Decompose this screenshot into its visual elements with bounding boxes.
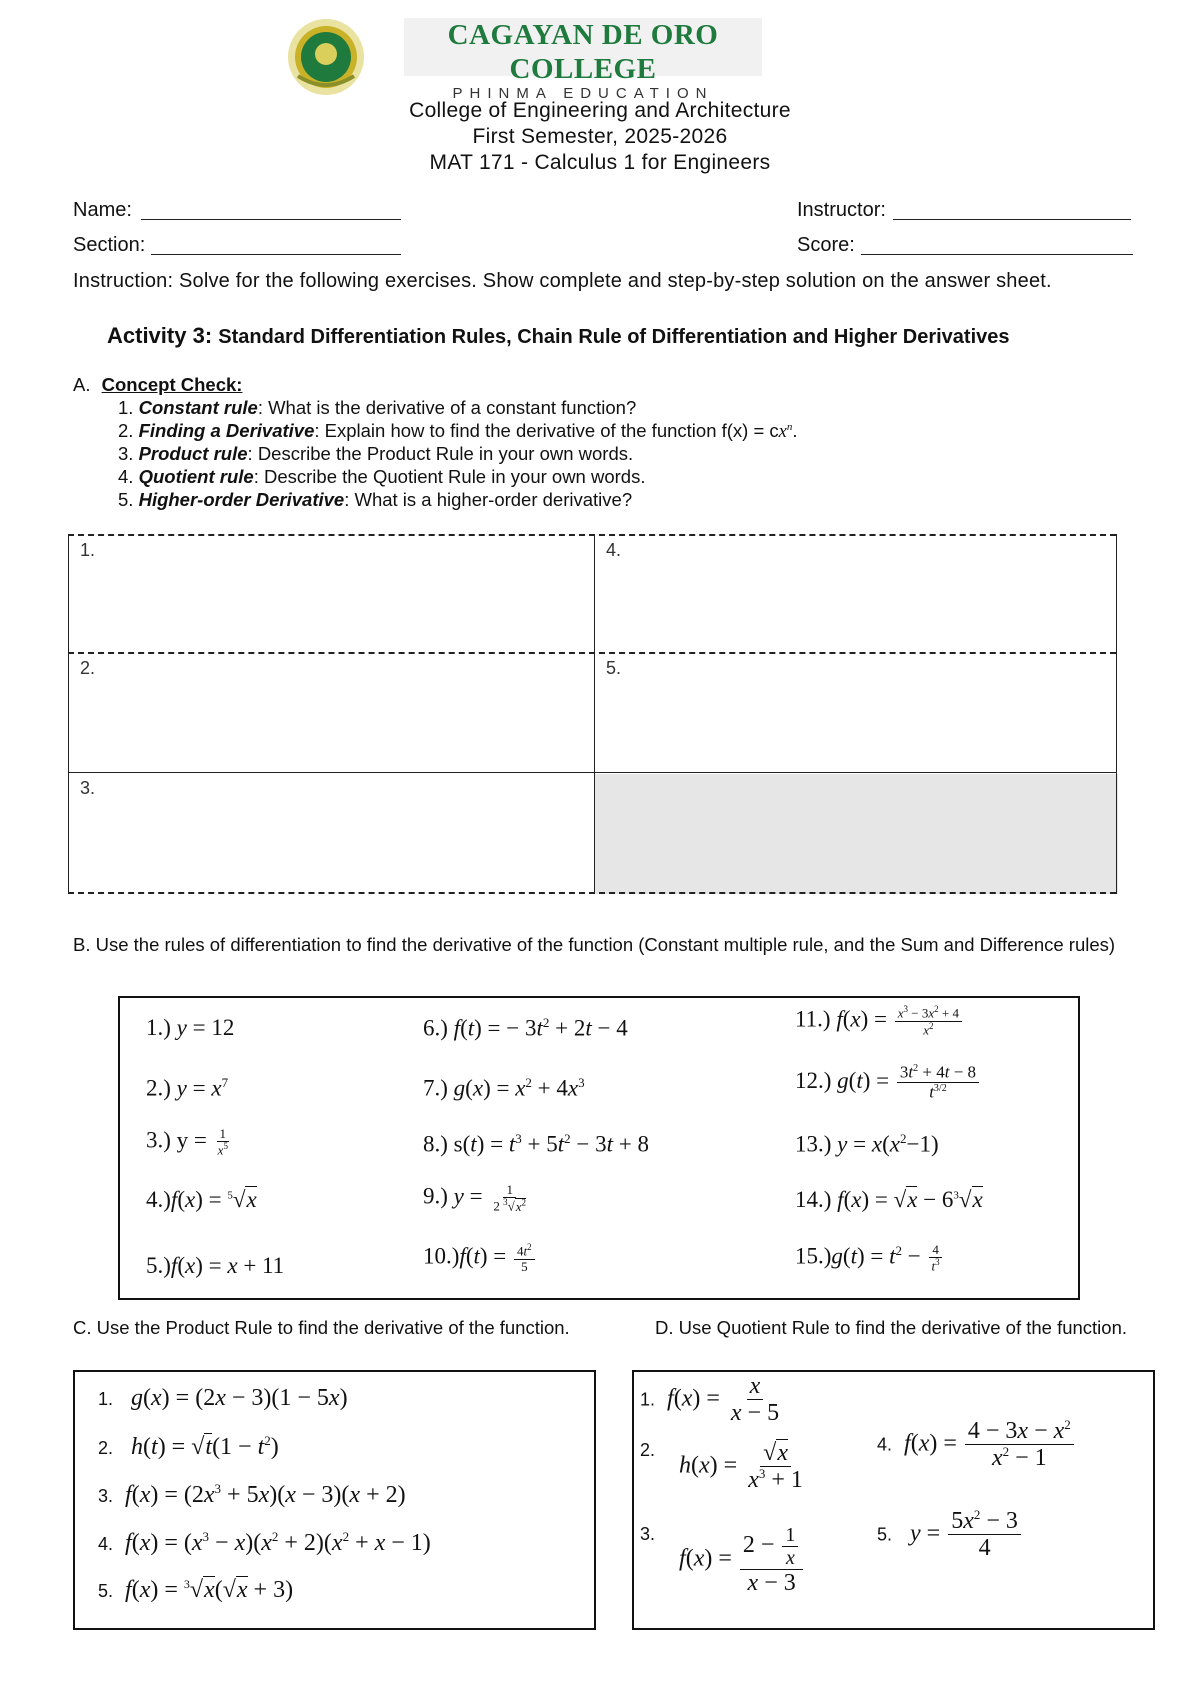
d-problem-5: 5. y = $\frac{5x^2 - 3}{4}$	[877, 1508, 1023, 1562]
c-problem-2: 2. $h(t) = √t(1 - t^2)$	[98, 1433, 279, 1460]
question-2: 2. Finding a Derivative: Explain how to find the derivative of the function $f(x) = cx^n$.	[118, 420, 798, 442]
b-label: 5.)	[146, 1253, 171, 1278]
college-name: College of Engineering and Architecture	[409, 99, 791, 122]
score-field[interactable]	[861, 254, 1133, 255]
c-label: 3.	[98, 1486, 114, 1506]
part-b-instruction: B. Use the rules of differentiation to find the derivative of the function (Constant multiple rule, and the Sum and Difference rules)	[73, 934, 1116, 955]
b-problem-10: 10.)f(t) = $\frac{4t^2}{5}$	[423, 1243, 537, 1274]
b-problem-4: 4.)f(x) = $^5$√x	[146, 1187, 257, 1212]
b-label: 13.)	[795, 1131, 832, 1157]
course-title: MAT 171 - Calculus 1 for Engineers	[429, 151, 771, 174]
school-logo	[404, 18, 762, 102]
question-5	[118, 489, 632, 511]
b-label: 2.)	[146, 1075, 171, 1101]
b-problem-5: 5.)f(x) = x + 11	[146, 1253, 285, 1278]
c-label: 1.	[98, 1389, 114, 1409]
d-label: 2.	[640, 1440, 656, 1460]
q-num: 4.	[118, 466, 134, 487]
grid-top-border	[68, 534, 1116, 536]
c-problem-4: 4. $f(x) = (x^3 - x)(x^2 + 2)(x^2 + x - 1)$	[98, 1529, 431, 1556]
activity-heading	[107, 323, 1010, 349]
b-problem-7: 7.) $g(x) = x^2 + 4x^3$	[423, 1075, 585, 1101]
b-label: 8.)	[423, 1131, 448, 1157]
d-problem-3: $^{3.}$ f(x) = 2 − $\frac{1}{x}$ x − 3	[640, 1524, 805, 1596]
q-text: : Explain how to find the derivative of the function f(x) = c	[314, 420, 779, 441]
b-label: 9.)	[423, 1183, 448, 1209]
name-label: Name:	[73, 199, 132, 221]
grid-right-border	[1116, 534, 1117, 894]
b-label: 10.)	[423, 1243, 460, 1269]
q-num: 5.	[118, 489, 134, 510]
answer-cell-3[interactable]: 3.	[80, 778, 96, 798]
b-problem-9: 9.) y = $\frac{1}{2 ^3√x^2}$	[423, 1182, 527, 1214]
semester: First Semester, 2025-2026	[472, 125, 728, 148]
b-problem-12: 12.) g(t) = $\frac{3t^2 + 4t - 8}{t^{3/2}}$	[795, 1063, 981, 1103]
question-1	[118, 397, 636, 419]
b-label: 4.)	[146, 1187, 171, 1212]
b-label: 1.)	[146, 1015, 171, 1040]
grid-divider-2	[68, 772, 1116, 773]
school-seal	[278, 16, 374, 98]
q-text: : Describe the Quotient Rule in your own words.	[253, 466, 646, 487]
d-label: 1.	[640, 1389, 656, 1410]
q-num: 2.	[118, 420, 134, 441]
d-problem-4: 4. f(x) = $\frac{4 - 3x - x^2}{x^2 - 1}$	[877, 1418, 1076, 1472]
section-field[interactable]	[151, 254, 401, 255]
q-text: : What is the derivative of a constant function?	[257, 397, 637, 418]
question-3	[118, 443, 633, 465]
b-problem-3: 3.) y = $\frac{1}{x^5}$	[146, 1126, 228, 1158]
instruction: Instruction: Solve for the following exercises. Show complete and step-by-step solution on the answer sheet.	[73, 270, 1052, 292]
b-label: 12.)	[795, 1068, 832, 1094]
b-label: 7.)	[423, 1075, 448, 1101]
b-problem-1: 1.) y = 12	[146, 1015, 235, 1040]
q-num: 1.	[118, 397, 134, 418]
q-term: Finding a Derivative	[138, 420, 315, 441]
c-label: 2.	[98, 1438, 114, 1458]
b-problem-11: 11.) f(x) = $\frac{x^3 - 3x^2 + 4}{x^2}$	[795, 1005, 964, 1037]
d-label: 3.	[640, 1524, 656, 1544]
q-num: 3.	[118, 443, 134, 464]
school-subtitle: PHINMA EDUCATION	[452, 85, 714, 102]
part-a-heading	[73, 374, 242, 396]
q-term: Quotient rule	[138, 466, 254, 487]
answer-cell-5[interactable]: 5.	[606, 658, 622, 678]
b-label: 11.)	[795, 1006, 831, 1032]
c-problem-1: 1. g(x) = (2x − 3)(1 − 5x)	[98, 1385, 348, 1411]
grid-mid-border	[594, 534, 595, 894]
answer-cell-2[interactable]: 2.	[80, 658, 96, 678]
grid-bottom-border	[68, 892, 1116, 894]
section-label: Section:	[73, 234, 146, 256]
b-problem-2: 2.) $y = x^7$	[146, 1075, 229, 1101]
name-field[interactable]	[141, 219, 401, 220]
part-c-instruction: C. Use the Product Rule to find the derivative of the function.	[73, 1317, 570, 1338]
answer-cell-4[interactable]: 4.	[606, 540, 622, 560]
instructor-label: Instructor:	[797, 199, 886, 221]
c-problem-3: 3. $f(x) = (2x^3 + 5x)(x - 3)(x + 2)$	[98, 1481, 406, 1508]
part-d-instruction: D. Use Quotient Rule to find the derivative of the function.	[655, 1317, 1128, 1338]
b-problem-13: 13.) $y = x(x^2-1)$	[795, 1131, 939, 1157]
q2-power: $x^n$	[778, 420, 793, 442]
q-text: : Describe the Product Rule in your own words.	[247, 443, 634, 464]
activity-label: Activity 3:	[107, 323, 213, 348]
c-label: 5.	[98, 1581, 114, 1601]
d-problem-2: $^{2.}$ h(x) = $\frac{√x}{x^3 + 1}$	[640, 1440, 803, 1494]
b-problem-6: 6.) f(t) = − $3t^2 + 2t - 4$	[423, 1015, 628, 1041]
d-problem-1: 1. f(x) = $\frac{x}{x - 5}$	[640, 1373, 780, 1427]
b-label: 15.)	[795, 1243, 832, 1269]
activity-title: Standard Differentiation Rules, Chain Rule of Differentiation and Higher Derivatives	[218, 326, 1010, 348]
b-problem-8: 8.) $s(t) = t^3 + 5t^2 - 3t + 8$	[423, 1131, 649, 1157]
b-label: 3.)	[146, 1127, 171, 1153]
d-label: 4.	[877, 1434, 893, 1455]
b-problem-14: 14.) $f(x) = √x - 6^3√x$	[795, 1187, 983, 1212]
b-problem-15: $15.)g(t) = t^2$ − $\frac{4}{t^3}$	[795, 1243, 945, 1274]
grid-left-border	[68, 534, 69, 894]
score-label: Score:	[797, 234, 855, 256]
d-label: 5.	[877, 1524, 893, 1545]
answer-cell-1[interactable]: 1.	[80, 540, 96, 560]
c-label: 4.	[98, 1534, 114, 1554]
question-4	[118, 466, 645, 488]
c-problem-5: 5. f(x) = $^3$√x(√x + 3)	[98, 1577, 294, 1603]
school-name: CAGAYAN DE ORO COLLEGE	[447, 19, 719, 85]
q-term: Product rule	[138, 443, 248, 464]
q-term: Higher-order Derivative	[138, 489, 345, 510]
shaded-cell	[594, 774, 1118, 894]
part-a-letter: A.	[73, 374, 91, 395]
concept-check-label: Concept Check:	[101, 374, 243, 395]
q-text: : What is a higher-order derivative?	[344, 489, 633, 510]
b-label: 6.)	[423, 1015, 448, 1041]
instructor-field[interactable]	[893, 219, 1131, 220]
b-label: 14.)	[795, 1187, 832, 1212]
q-term: Constant rule	[138, 397, 258, 418]
answer-grid	[68, 534, 1118, 894]
grid-divider-1	[68, 652, 1116, 654]
